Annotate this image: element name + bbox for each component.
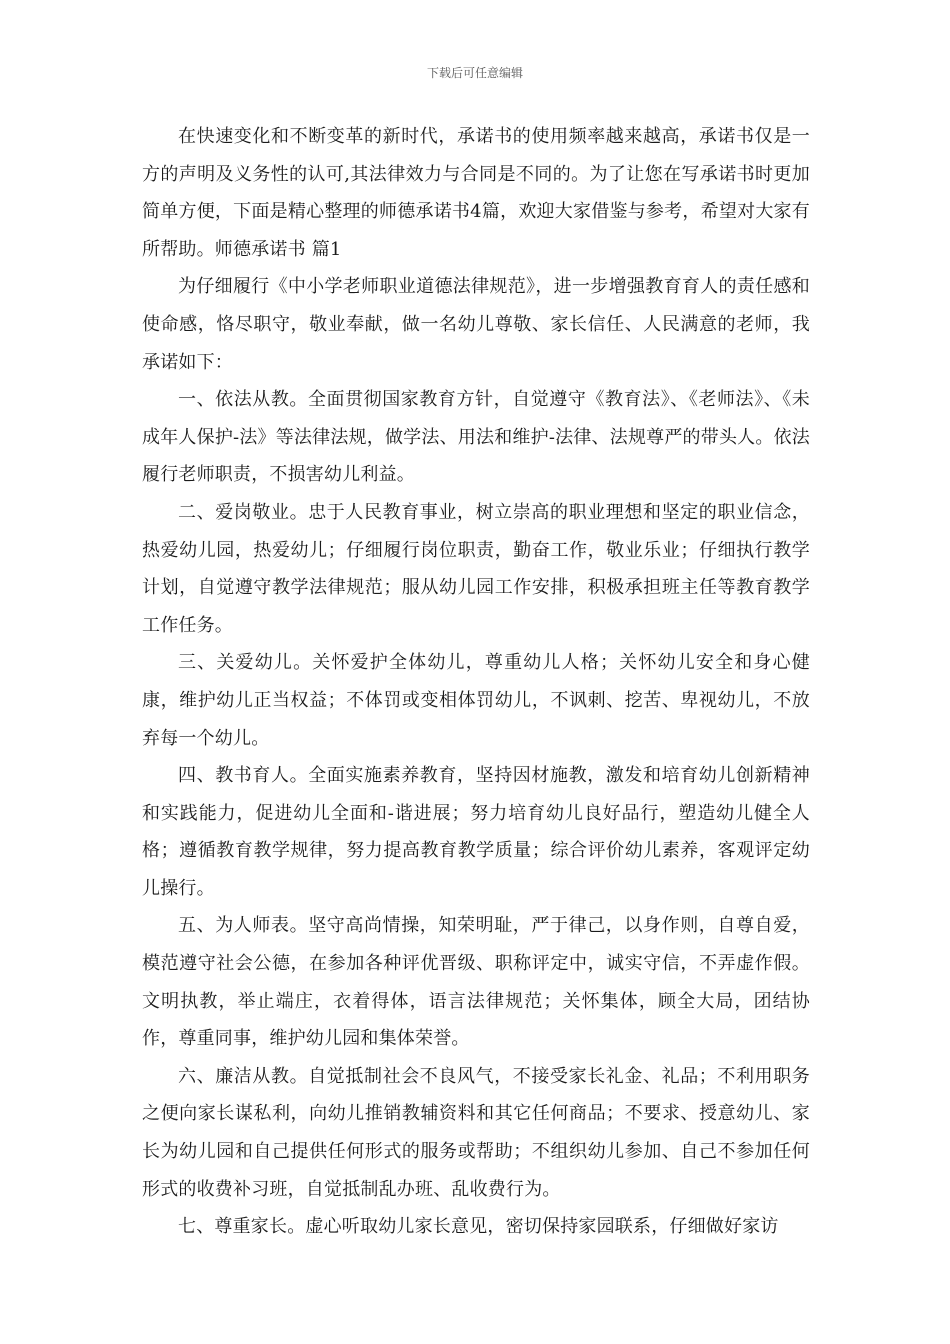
paragraph-item-6: 六、廉洁从教。自觉抵制社会不良风气，不接受家长礼金、礼品；不利用职务之便向家长谋私利，向幼儿推销教辅资料和其它任何商品；不要求、授意幼儿、家长为幼儿园和自己提供任何形式的服务或帮助；不组织幼儿参加、自己不参加任何形式的收费补习班，自觉抵制乱办班、乱收费行为。 [142,1065,810,1200]
document-body [142,118,810,1246]
paragraph-item-2: 二、爱岗敬业。忠于人民教育事业，树立崇高的职业理想和坚定的职业信念，热爱幼儿园，热爱幼儿；仔细履行岗位职责，勤奋工作，敬业乐业；仔细执行教学计划，自觉遵守教学法律规范；服从幼儿园工作安排，积极承担班主任等教育教学工作任务。 [142,501,810,636]
paragraph-item-4: 四、教书育人。全面实施素养教育，坚持因材施教，激发和培育幼儿创新精神和实践能力，促进幼儿全面和-谐进展；努力培育幼儿良好品行，塑造幼儿健全人格；遵循教育教学规律，努力提高教育教学质量；综合评价幼儿素养，客观评定幼儿操行。 [142,765,810,899]
paragraph-intro: 在快速变化和不断变革的新时代，承诺书的使用频率越来越高，承诺书仅是一方的声明及义务性的认可,其法律效力与合同是不同的。为了让您在写承诺书时更加简单方便，下面是精心整理的师德承诺书4篇，欢迎大家借鉴与参考，希望对大家有所帮助。师德承诺书 篇1 [142,126,810,260]
paragraph-preamble: 为仔细履行《中小学老师职业道德法律规范》，进一步增强教育育人的责任感和使命感，恪尽职守，敬业奉献，做一名幼儿尊敬、家长信任、人民满意的老师，我承诺如下： [142,276,810,373]
paragraph-item-7: 七、尊重家长。虚心听取幼儿家长意见，密切保持家园联系，仔细做好家访 [178,1216,779,1238]
paragraph-item-5: 五、为人师表。坚守高尚情操，知荣明耻，严于律己，以身作则，自尊自爱，模范遵守社会公德，在参加各种评优晋级、职称评定中，诚实守信，不弄虚作假。文明执教，举止端庄，衣着得体，语言法律规范；关怀集体，顾全大局，团结协作，尊重同事，维护幼儿园和集体荣誉。 [142,915,810,1050]
page-header-note: 下载后可任意编辑 [426,66,523,80]
paragraph-item-3: 三、关爱幼儿。关怀爱护全体幼儿，尊重幼儿人格；关怀幼儿安全和身心健康，维护幼儿正当权益；不体罚或变相体罚幼儿，不讽刺、挖苦、卑视幼儿，不放弃每一个幼儿。 [142,652,810,749]
paragraph-item-1: 一、依法从教。全面贯彻国家教育方针，自觉遵守《教育法》、《老师法》、《未成年人保护-法》等法律法规，做学法、用法和维护-法律、法规尊严的带头人。依法履行老师职责，不损害幼儿利益。 [142,389,810,486]
